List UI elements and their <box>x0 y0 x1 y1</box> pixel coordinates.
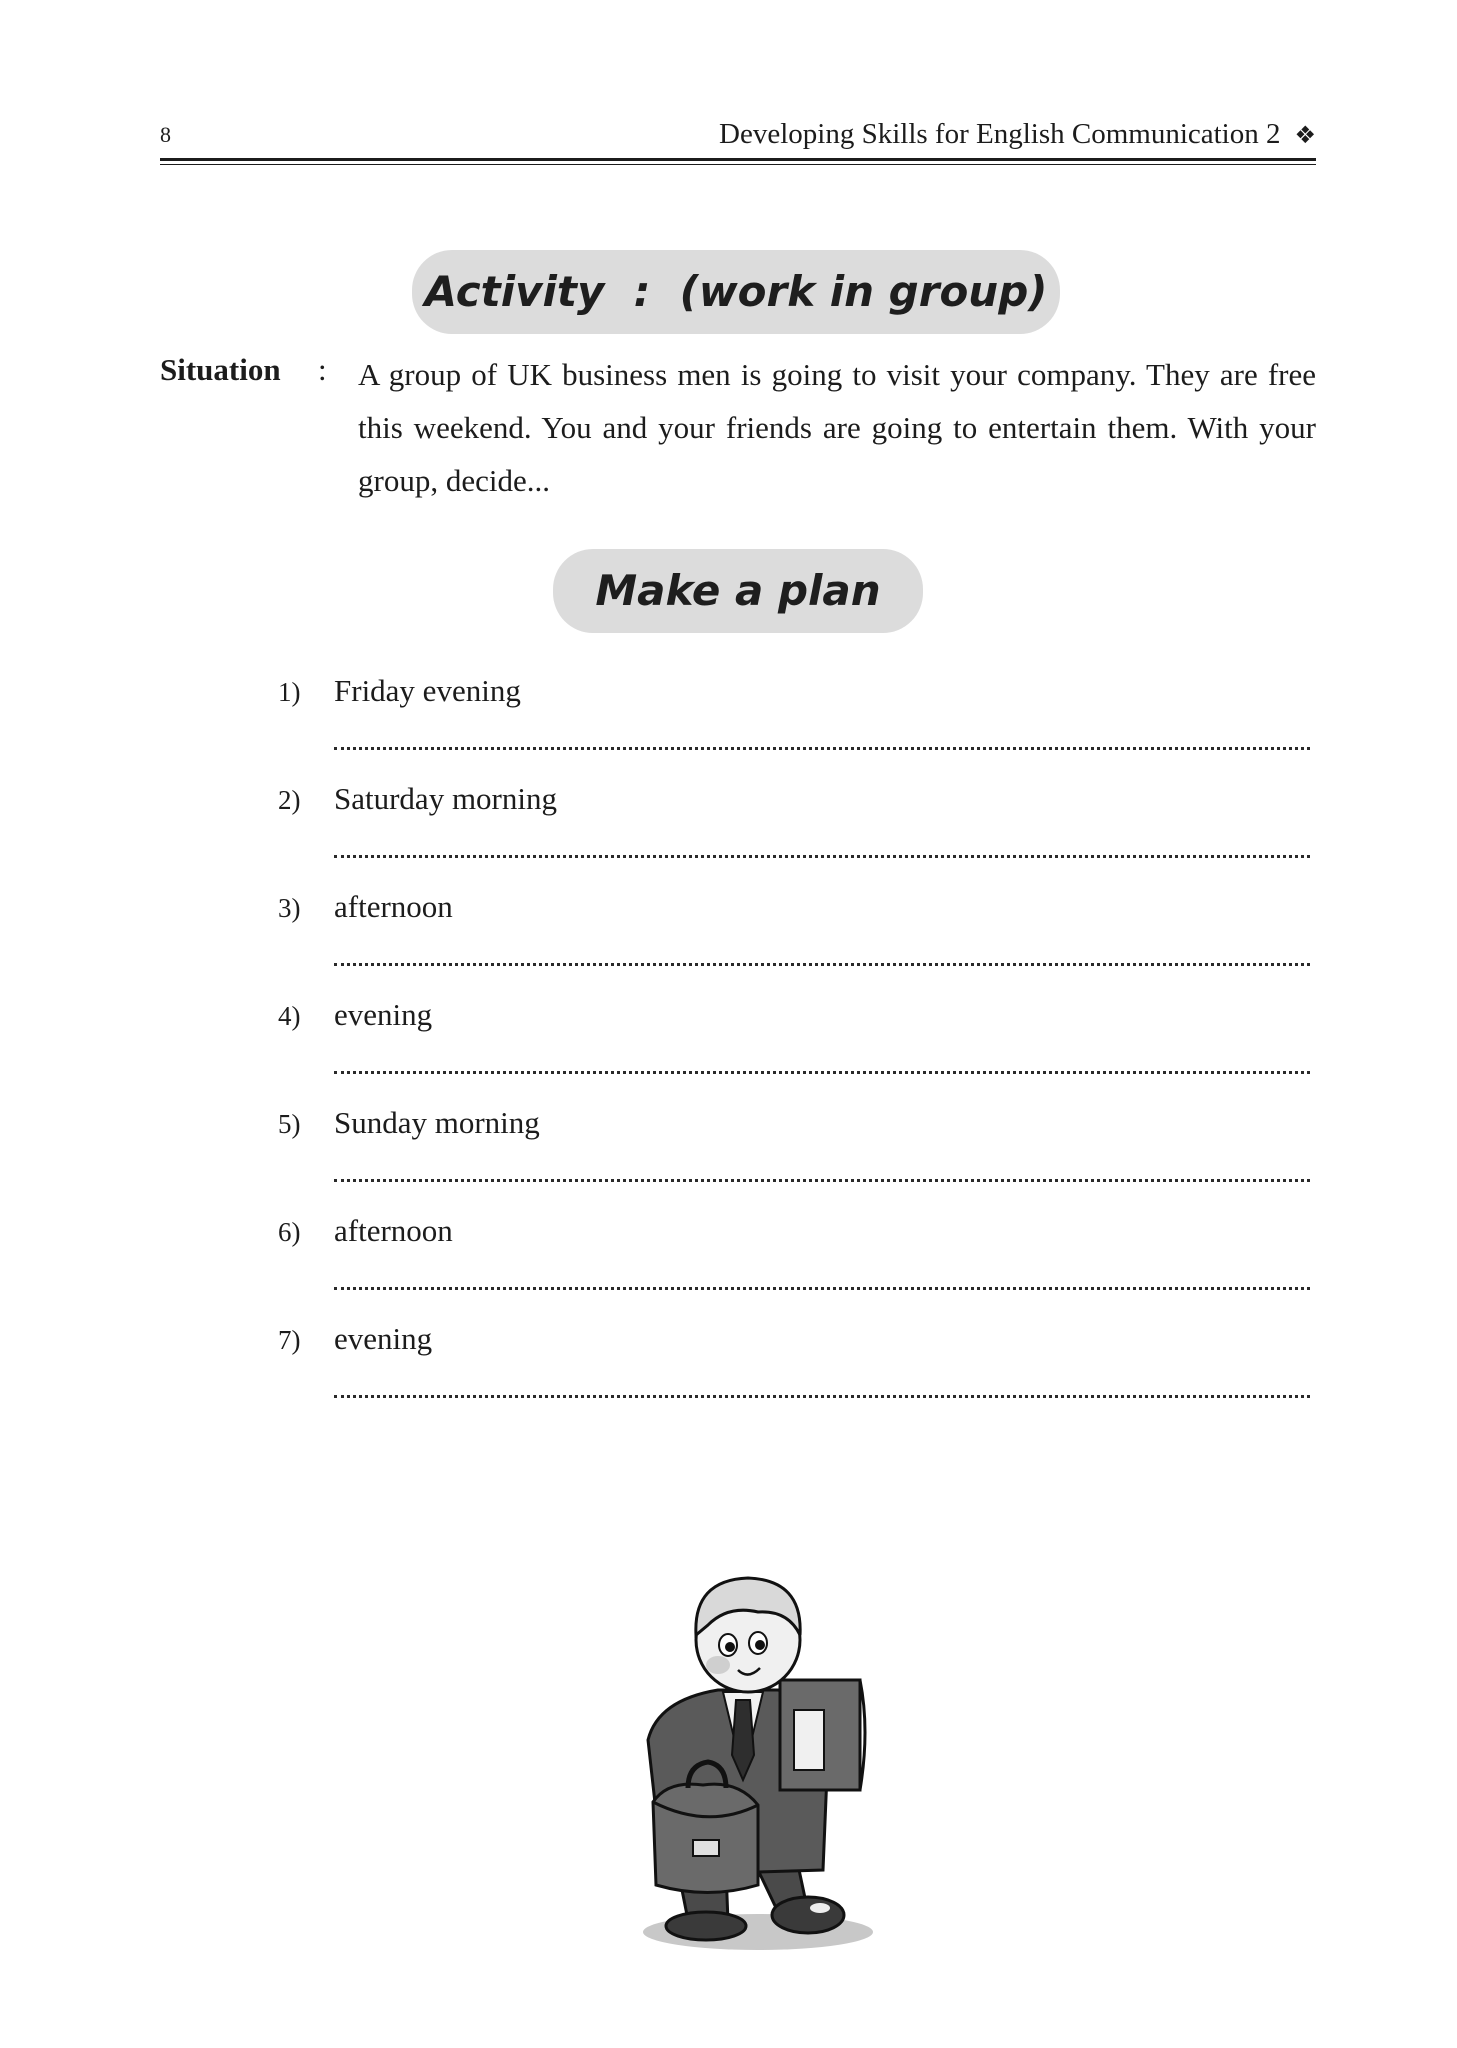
answer-line[interactable] <box>334 747 1310 750</box>
activity-heading: Activity : (work in group) <box>412 250 1060 334</box>
page-number: 8 <box>160 122 171 147</box>
answer-line[interactable] <box>334 1071 1310 1074</box>
answer-line[interactable] <box>334 1287 1310 1290</box>
plan-item-number: 1) <box>278 677 301 707</box>
businessman-illustration <box>608 1540 888 1960</box>
situation-label: Situation <box>160 352 281 387</box>
plan-item-number: 7) <box>278 1325 301 1355</box>
plan-item <box>278 889 1312 997</box>
page-header <box>160 118 1316 156</box>
plan-item <box>278 781 1312 889</box>
plan-item-number: 5) <box>278 1109 301 1139</box>
answer-line[interactable] <box>334 1179 1310 1182</box>
plan-item <box>278 1105 1312 1213</box>
header-rule-thin <box>160 164 1316 165</box>
plan-item-number: 2) <box>278 785 301 815</box>
plan-item-label: Friday evening <box>334 673 521 708</box>
answer-line[interactable] <box>334 1395 1310 1398</box>
plan-item-number: 6) <box>278 1217 301 1247</box>
plan-item-label: evening <box>334 997 433 1032</box>
plan-item <box>278 1213 1312 1321</box>
plan-item-label: Sunday morning <box>334 1105 540 1140</box>
plan-item <box>278 1321 1312 1429</box>
answer-line[interactable] <box>334 963 1310 966</box>
plan-item <box>278 673 1312 781</box>
header-rule-thick <box>160 158 1316 161</box>
plan-item-label: afternoon <box>334 889 453 924</box>
plan-item-label: evening <box>334 1321 433 1356</box>
plan-list <box>278 673 1312 1429</box>
running-title <box>719 118 1316 151</box>
ornament-icon: ❖ <box>1294 121 1316 149</box>
running-title-text: Developing Skills for English Communication 2 <box>719 118 1281 150</box>
plan-item-label: afternoon <box>334 1213 453 1248</box>
situation-text: A group of UK business men is going to visit your company. They are free this weekend. You and your friends are going to entertain them. With your group, decide... <box>358 357 1316 498</box>
plan-item <box>278 997 1312 1105</box>
plan-item-number: 3) <box>278 893 301 923</box>
plan-item-label: Saturday morning <box>334 781 557 816</box>
situation-colon: : <box>318 352 327 387</box>
plan-item-number: 4) <box>278 1001 301 1031</box>
answer-line[interactable] <box>334 855 1310 858</box>
plan-heading: Make a plan <box>553 549 923 633</box>
